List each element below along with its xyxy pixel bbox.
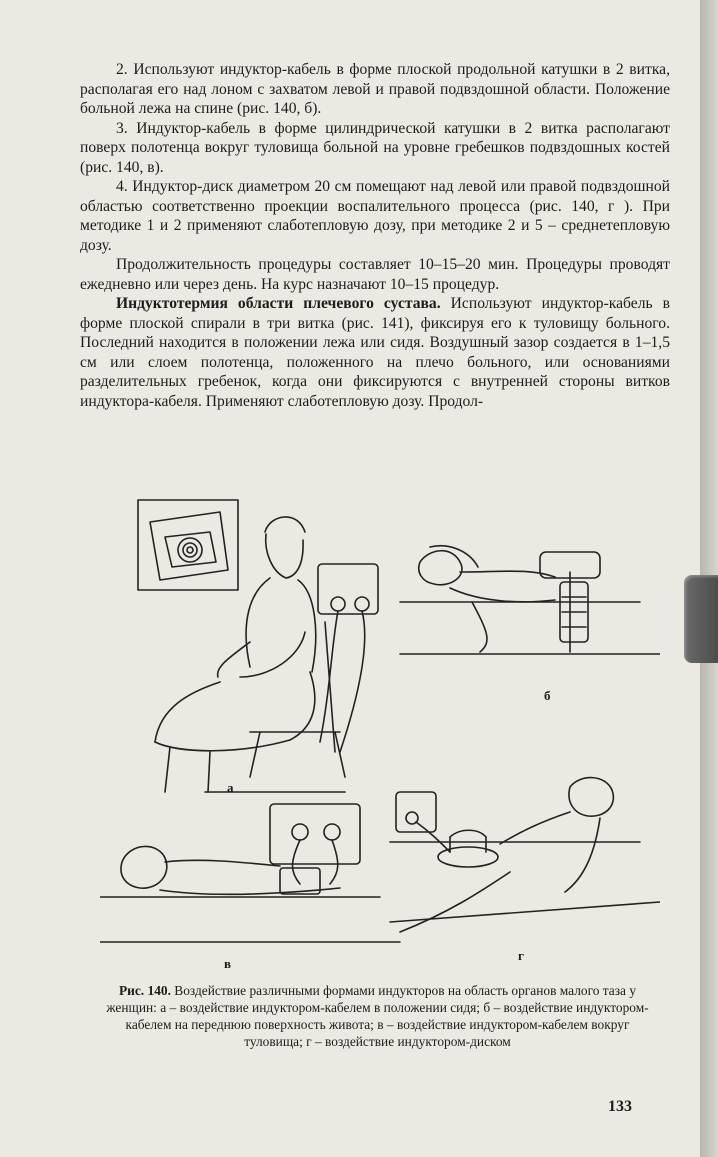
caption-text: Воздействие различными формами индукторов на область органов малого таза у женщин: а – воздействие индуктором-кабелем в положении сидя; б – воздействие индуктором-кабелем на переднюю поверхность живота; в – воздействие индуктором-кабелем вокруг туловища; г – воздействие индуктором-диском bbox=[106, 983, 649, 1049]
book-tab-marker bbox=[684, 575, 718, 663]
paragraph-method-4: 4. Индуктор-диск диаметром 20 см помещают над левой или правой подвздошной областью соответственно проекции воспалительного процесса (рис. 140, г ). При методике 1 и 2 применяют слаботепловую дозу, при методике 2 и 5 – среднетепловую дозу. bbox=[80, 178, 670, 254]
paragraph-method-2: 2. Используют индуктор-кабель в форме плоской продольной катушки в 2 витка, располагая его над лоном с захватом левой и правой подвздошной области. Положение больной лежа на спине (рис. 140, б). bbox=[80, 61, 670, 117]
panel-g-illustration bbox=[390, 778, 660, 932]
panel-b-illustration bbox=[400, 546, 660, 654]
section-heading-shoulder: Индуктотермия области плечевого сустава. bbox=[116, 295, 441, 312]
paragraph-shoulder-body: Используют индуктор-кабель в форме плоской спирали в три витка (рис. 141), фиксируя его к туловищу больного. Последний находится в положении лежа или сидя. Воздушный зазор создается в 1–1,5 см или слоем полотенца, положенного на плечо больного, или основаниями разделительных гребенок, когда они фиксируются с внутренней стороны витков индуктора-кабеля. Применяют слаботепловую дозу. Продол- bbox=[80, 295, 670, 410]
panel-label-v: в bbox=[224, 956, 232, 971]
figure-140-illustration bbox=[100, 492, 660, 972]
figure-caption bbox=[95, 982, 660, 1050]
caption-label: Рис. 140. bbox=[118, 983, 171, 998]
body-text bbox=[80, 60, 670, 411]
panel-v-illustration bbox=[100, 804, 400, 942]
paragraph-method-3: 3. Индуктор-кабель в форме цилиндрической катушки в 2 витка располагают поверх полотенца вокруг туловища больной на уровне гребешков подвздошных костей (рис. 140, в). bbox=[80, 119, 670, 176]
panel-label-a: а bbox=[227, 780, 234, 795]
paragraph-duration: Продолжительность процедуры составляет 10–15–20 мин. Процедуры проводят ежедневно или через день. На курс назначают 10–15 процедур. bbox=[80, 256, 670, 293]
panel-label-b: б bbox=[544, 688, 551, 703]
paragraph-shoulder bbox=[80, 294, 670, 411]
figure-140 bbox=[100, 492, 660, 972]
page-number: 133 bbox=[608, 1098, 632, 1115]
panel-label-g: г bbox=[518, 948, 524, 963]
panel-a-illustration bbox=[138, 500, 378, 792]
